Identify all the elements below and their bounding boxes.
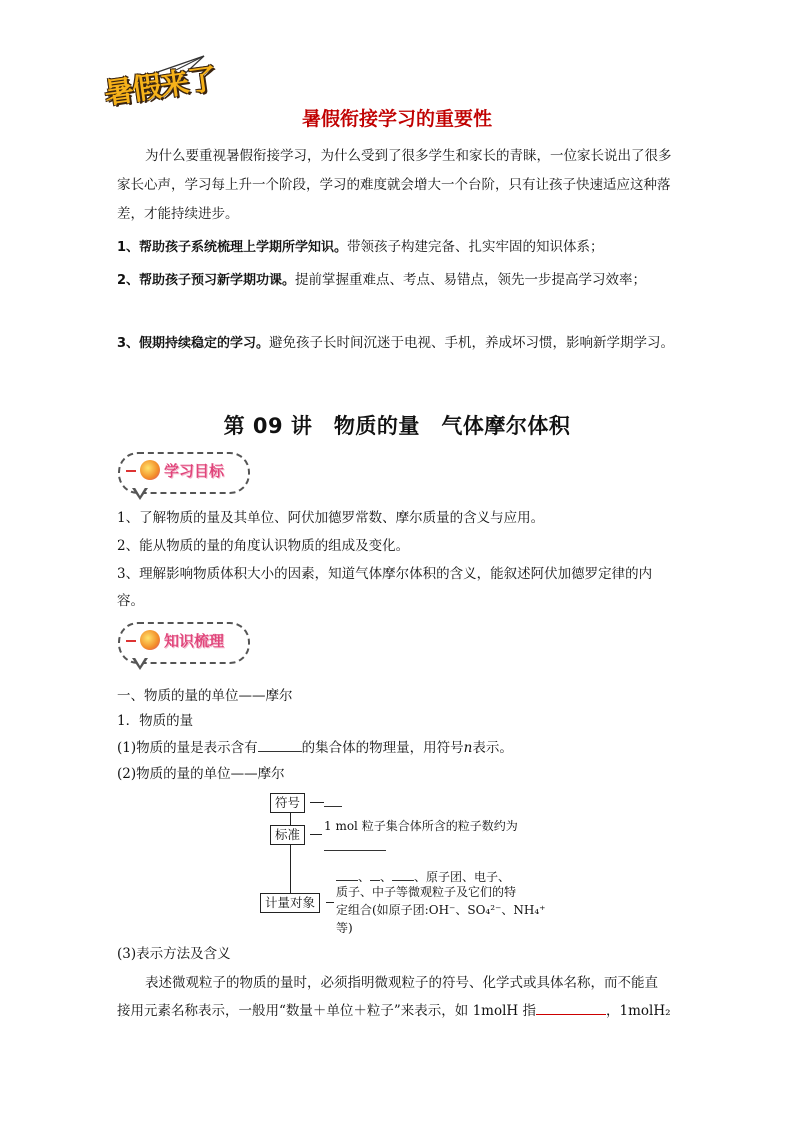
object-blank-2 — [370, 866, 380, 881]
object-line-2: 质子、中子等微观粒子及它们的特 — [336, 885, 517, 899]
symbol-blank — [324, 792, 342, 807]
connector — [290, 845, 291, 893]
objective-3-cont: 容。 — [117, 593, 144, 609]
connector — [310, 834, 322, 835]
item-1-end: 表示。 — [472, 740, 513, 756]
para-end-2 — [117, 1000, 697, 1022]
para-end-2-post: ，1molH₂ — [606, 1003, 671, 1019]
connector — [310, 802, 324, 803]
point-1-bold: 1、帮助孩子系统梳理上学期所学知识。 — [117, 240, 348, 255]
section-heading: 一、物质的量的单位——摩尔 — [117, 688, 293, 704]
point-2-bold: 2、帮助孩子预习新学期功课。 — [117, 273, 296, 288]
objectives-badge — [118, 452, 250, 506]
point-1 — [117, 233, 677, 262]
point-3-bold: 3、假期持续稳定的学习。 — [117, 336, 270, 351]
subsection-heading: 1．物质的量 — [117, 713, 194, 729]
objectives-badge-label: 学习目标 — [164, 462, 225, 480]
point-3 — [117, 329, 677, 358]
object-line-3: 定组合(如原子团:OH⁻、SO₄²⁻、NH₄⁺ — [336, 903, 546, 917]
lightbulb-icon — [140, 630, 160, 650]
lecture-title: 第 09 讲 物质的量 气体摩尔体积 — [223, 414, 571, 438]
para-end-1: 表述微观粒子的物质的量时，必须指明微观粒子的符号、化学式或具体名称，而不能直 — [145, 975, 658, 991]
box-standard: 标准 — [270, 825, 305, 845]
para-end-2-blank — [536, 1000, 606, 1015]
point-2-text: 提前掌握重难点、考点、易错点，领先一步提高学习效率； — [295, 272, 647, 288]
box-symbol: 符号 — [270, 793, 305, 813]
connector — [326, 902, 334, 903]
main-title: 暑假衔接学习的重要性 — [301, 108, 492, 130]
point-2 — [117, 266, 677, 295]
item-1-post: 的集合体的物理量，用符号 — [301, 740, 464, 756]
mole-diagram — [260, 790, 550, 940]
lightbulb-icon — [140, 460, 160, 480]
item-2: (2)物质的量的单位——摩尔 — [117, 766, 285, 782]
intro-paragraph: 为什么要重视暑假衔接学习，为什么受到了很多学生和家长的青睐，一位家长说出了很多家长心声，学习每上升一个阶段，学习的难度就会增大一个台阶，只有让孩子快速适应这种落差，才能持续进步。 — [117, 148, 672, 222]
objective-2: 2、能从物质的量的角度认识物质的组成及变化。 — [117, 538, 410, 554]
object-line-4: 等) — [336, 921, 353, 935]
standard-text: 1 mol 粒子集合体所含的粒子数约为 — [324, 819, 518, 833]
object-blank-1 — [336, 866, 358, 881]
point-1-text: 带领孩子构建完备、扎实牢固的知识体系； — [347, 239, 604, 255]
para-end-2-pre: 接用元素名称表示，一般用“数量＋单位＋粒子”来表示，如 1molH 指 — [117, 1003, 536, 1019]
standard-blank — [324, 836, 386, 851]
logo-text: 暑假来了 — [102, 61, 219, 111]
connector — [290, 813, 291, 825]
object-line-1: 、 、 、原子团、电子、 — [336, 866, 510, 885]
item-1-pre: (1)物质的量是表示含有 — [117, 740, 258, 756]
box-object: 计量对象 — [260, 893, 320, 913]
object-blank-3 — [392, 866, 414, 881]
item-1 — [117, 737, 697, 759]
item-3: (3)表示方法及含义 — [117, 946, 231, 962]
knowledge-badge — [118, 622, 250, 676]
object-line-1-tail: 、原子团、电子、 — [414, 870, 511, 884]
knowledge-badge-label: 知识梳理 — [164, 632, 225, 650]
item-1-blank — [258, 737, 302, 752]
point-3-text: 避免孩子长时间沉迷于电视、手机，养成坏习惯，影响新学期学习。 — [269, 335, 675, 351]
objective-3: 3、理解影响物质体积大小的因素，知道气体摩尔体积的含义，能叙述阿伏加德罗定律的内 — [117, 566, 653, 582]
objective-1: 1、了解物质的量及其单位、阿伏加德罗常数、摩尔质量的含义与应用。 — [117, 510, 545, 526]
item-1-symbol: n — [463, 740, 473, 756]
